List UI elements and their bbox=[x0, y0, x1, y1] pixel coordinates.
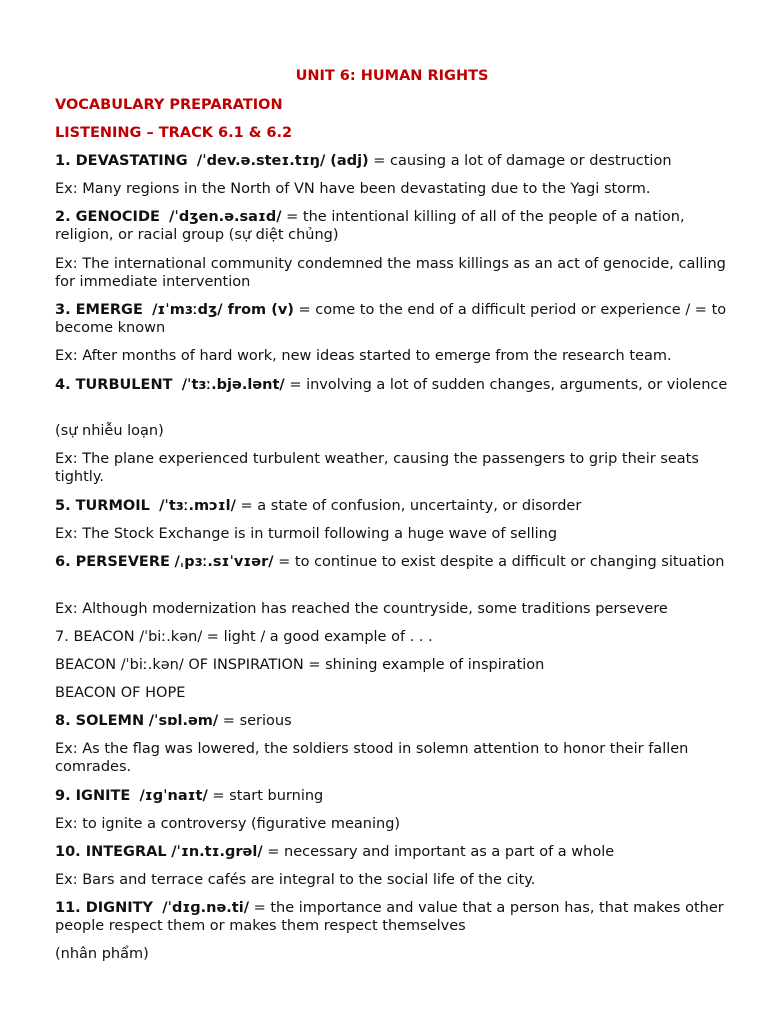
vocab-entry-dignity bbox=[55, 899, 738, 935]
pronunciation: /ˈtɜː.bjə.lənt/ bbox=[181, 377, 285, 393]
vocab-entry-genocide bbox=[55, 208, 738, 244]
translation-note: (sự nhiễu loạn) bbox=[55, 423, 164, 439]
term: 10. INTEGRAL bbox=[55, 844, 167, 860]
section-heading-listening: LISTENING – TRACK 6.1 & 6.2 bbox=[55, 125, 293, 141]
vocab-entry-solemn bbox=[55, 712, 738, 730]
example-sentence: Ex: The international community condemned the mass killings as an act of genocide, calling for immediate intervention bbox=[55, 256, 726, 290]
definition: = to continue to exist despite a difficult or changing situation bbox=[273, 554, 725, 570]
pronunciation: /ˈtɜː.mɔɪl/ bbox=[159, 498, 236, 514]
example-sentence: Ex: Bars and terrace cafés are integral to the social life of the city. bbox=[55, 872, 536, 888]
pronunciation: /ɪˈmɜːdʒ/ from (v) bbox=[152, 302, 294, 318]
vocab-entry-beacon: 7. BEACON /ˈbiː.kən/ = light / a good example of . . . bbox=[55, 629, 433, 645]
definition: = the importance and value that a person has, that makes other people respect them or makes them respect themselves bbox=[55, 900, 724, 934]
vocab-entry-turbulent bbox=[55, 376, 738, 394]
definition: = start burning bbox=[207, 788, 324, 804]
translation-note: (nhân phẩm) bbox=[55, 946, 149, 962]
vocab-entry-devastating bbox=[55, 152, 738, 170]
term: 4. TURBULENT bbox=[55, 377, 173, 393]
vocab-entry-integral bbox=[55, 843, 738, 861]
vocab-entry-persevere bbox=[55, 553, 738, 571]
section-heading-vocabulary: VOCABULARY PREPARATION bbox=[55, 97, 283, 113]
vocab-phrase-beacon-of-inspiration: BEACON /ˈbiː.kən/ OF INSPIRATION = shining example of inspiration bbox=[55, 657, 545, 673]
pronunciation: /ɪɡˈnaɪt/ bbox=[139, 788, 208, 804]
example-sentence: Ex: After months of hard work, new ideas started to emerge from the research team. bbox=[55, 348, 672, 364]
definition: = involving a lot of sudden changes, arguments, or violence bbox=[284, 377, 728, 393]
pronunciation: /ˌpɜː.sɪˈvɪər/ bbox=[174, 554, 274, 570]
definition: = causing a lot of damage or destruction bbox=[368, 153, 672, 169]
term: 9. IGNITE bbox=[55, 788, 131, 804]
term: 1. DEVASTATING bbox=[55, 153, 188, 169]
page-title: UNIT 6: HUMAN RIGHTS bbox=[295, 68, 489, 84]
term: 2. GENOCIDE bbox=[55, 209, 160, 225]
definition: = a state of confusion, uncertainty, or disorder bbox=[235, 498, 582, 514]
term: 11. DIGNITY bbox=[55, 900, 153, 916]
term: 8. SOLEMN bbox=[55, 713, 145, 729]
example-sentence: Ex: The Stock Exchange is in turmoil following a huge wave of selling bbox=[55, 526, 558, 542]
pronunciation: /ˈɪn.tɪ.ɡrəl/ bbox=[171, 844, 263, 860]
example-sentence: Ex: The plane experienced turbulent weather, causing the passengers to grip their seats tightly. bbox=[55, 451, 699, 485]
vocab-entry-turmoil bbox=[55, 497, 738, 515]
pronunciation: /ˈdev.ə.steɪ.tɪŋ/ (adj) bbox=[196, 153, 369, 169]
vocab-phrase-beacon-of-hope: BEACON OF HOPE bbox=[55, 685, 186, 701]
definition: = the intentional killing of all of the people of a nation, religion, or racial group (sự diệt chủng) bbox=[55, 209, 685, 243]
example-sentence: Ex: Although modernization has reached the countryside, some traditions persevere bbox=[55, 601, 668, 617]
term: 3. EMERGE bbox=[55, 302, 143, 318]
example-sentence: Ex: to ignite a controversy (figurative meaning) bbox=[55, 816, 401, 832]
pronunciation: /ˈdɪɡ.nə.ti/ bbox=[162, 900, 249, 916]
definition: = serious bbox=[218, 713, 292, 729]
term: 5. TURMOIL bbox=[55, 498, 150, 514]
vocab-entry-ignite bbox=[55, 787, 738, 805]
pronunciation: /ˈdʒen.ə.saɪd/ bbox=[169, 209, 282, 225]
example-sentence: Ex: As the flag was lowered, the soldiers stood in solemn attention to honor their fallen comrades. bbox=[55, 741, 689, 775]
definition: = necessary and important as a part of a whole bbox=[262, 844, 615, 860]
definition: = come to the end of a difficult period or experience / = to become known bbox=[55, 302, 727, 336]
vocab-entry-emerge bbox=[55, 301, 738, 337]
term: 6. PERSEVERE bbox=[55, 554, 170, 570]
pronunciation: /ˈsɒl.əm/ bbox=[148, 713, 219, 729]
example-sentence: Ex: Many regions in the North of VN have been devastating due to the Yagi storm. bbox=[55, 181, 651, 197]
